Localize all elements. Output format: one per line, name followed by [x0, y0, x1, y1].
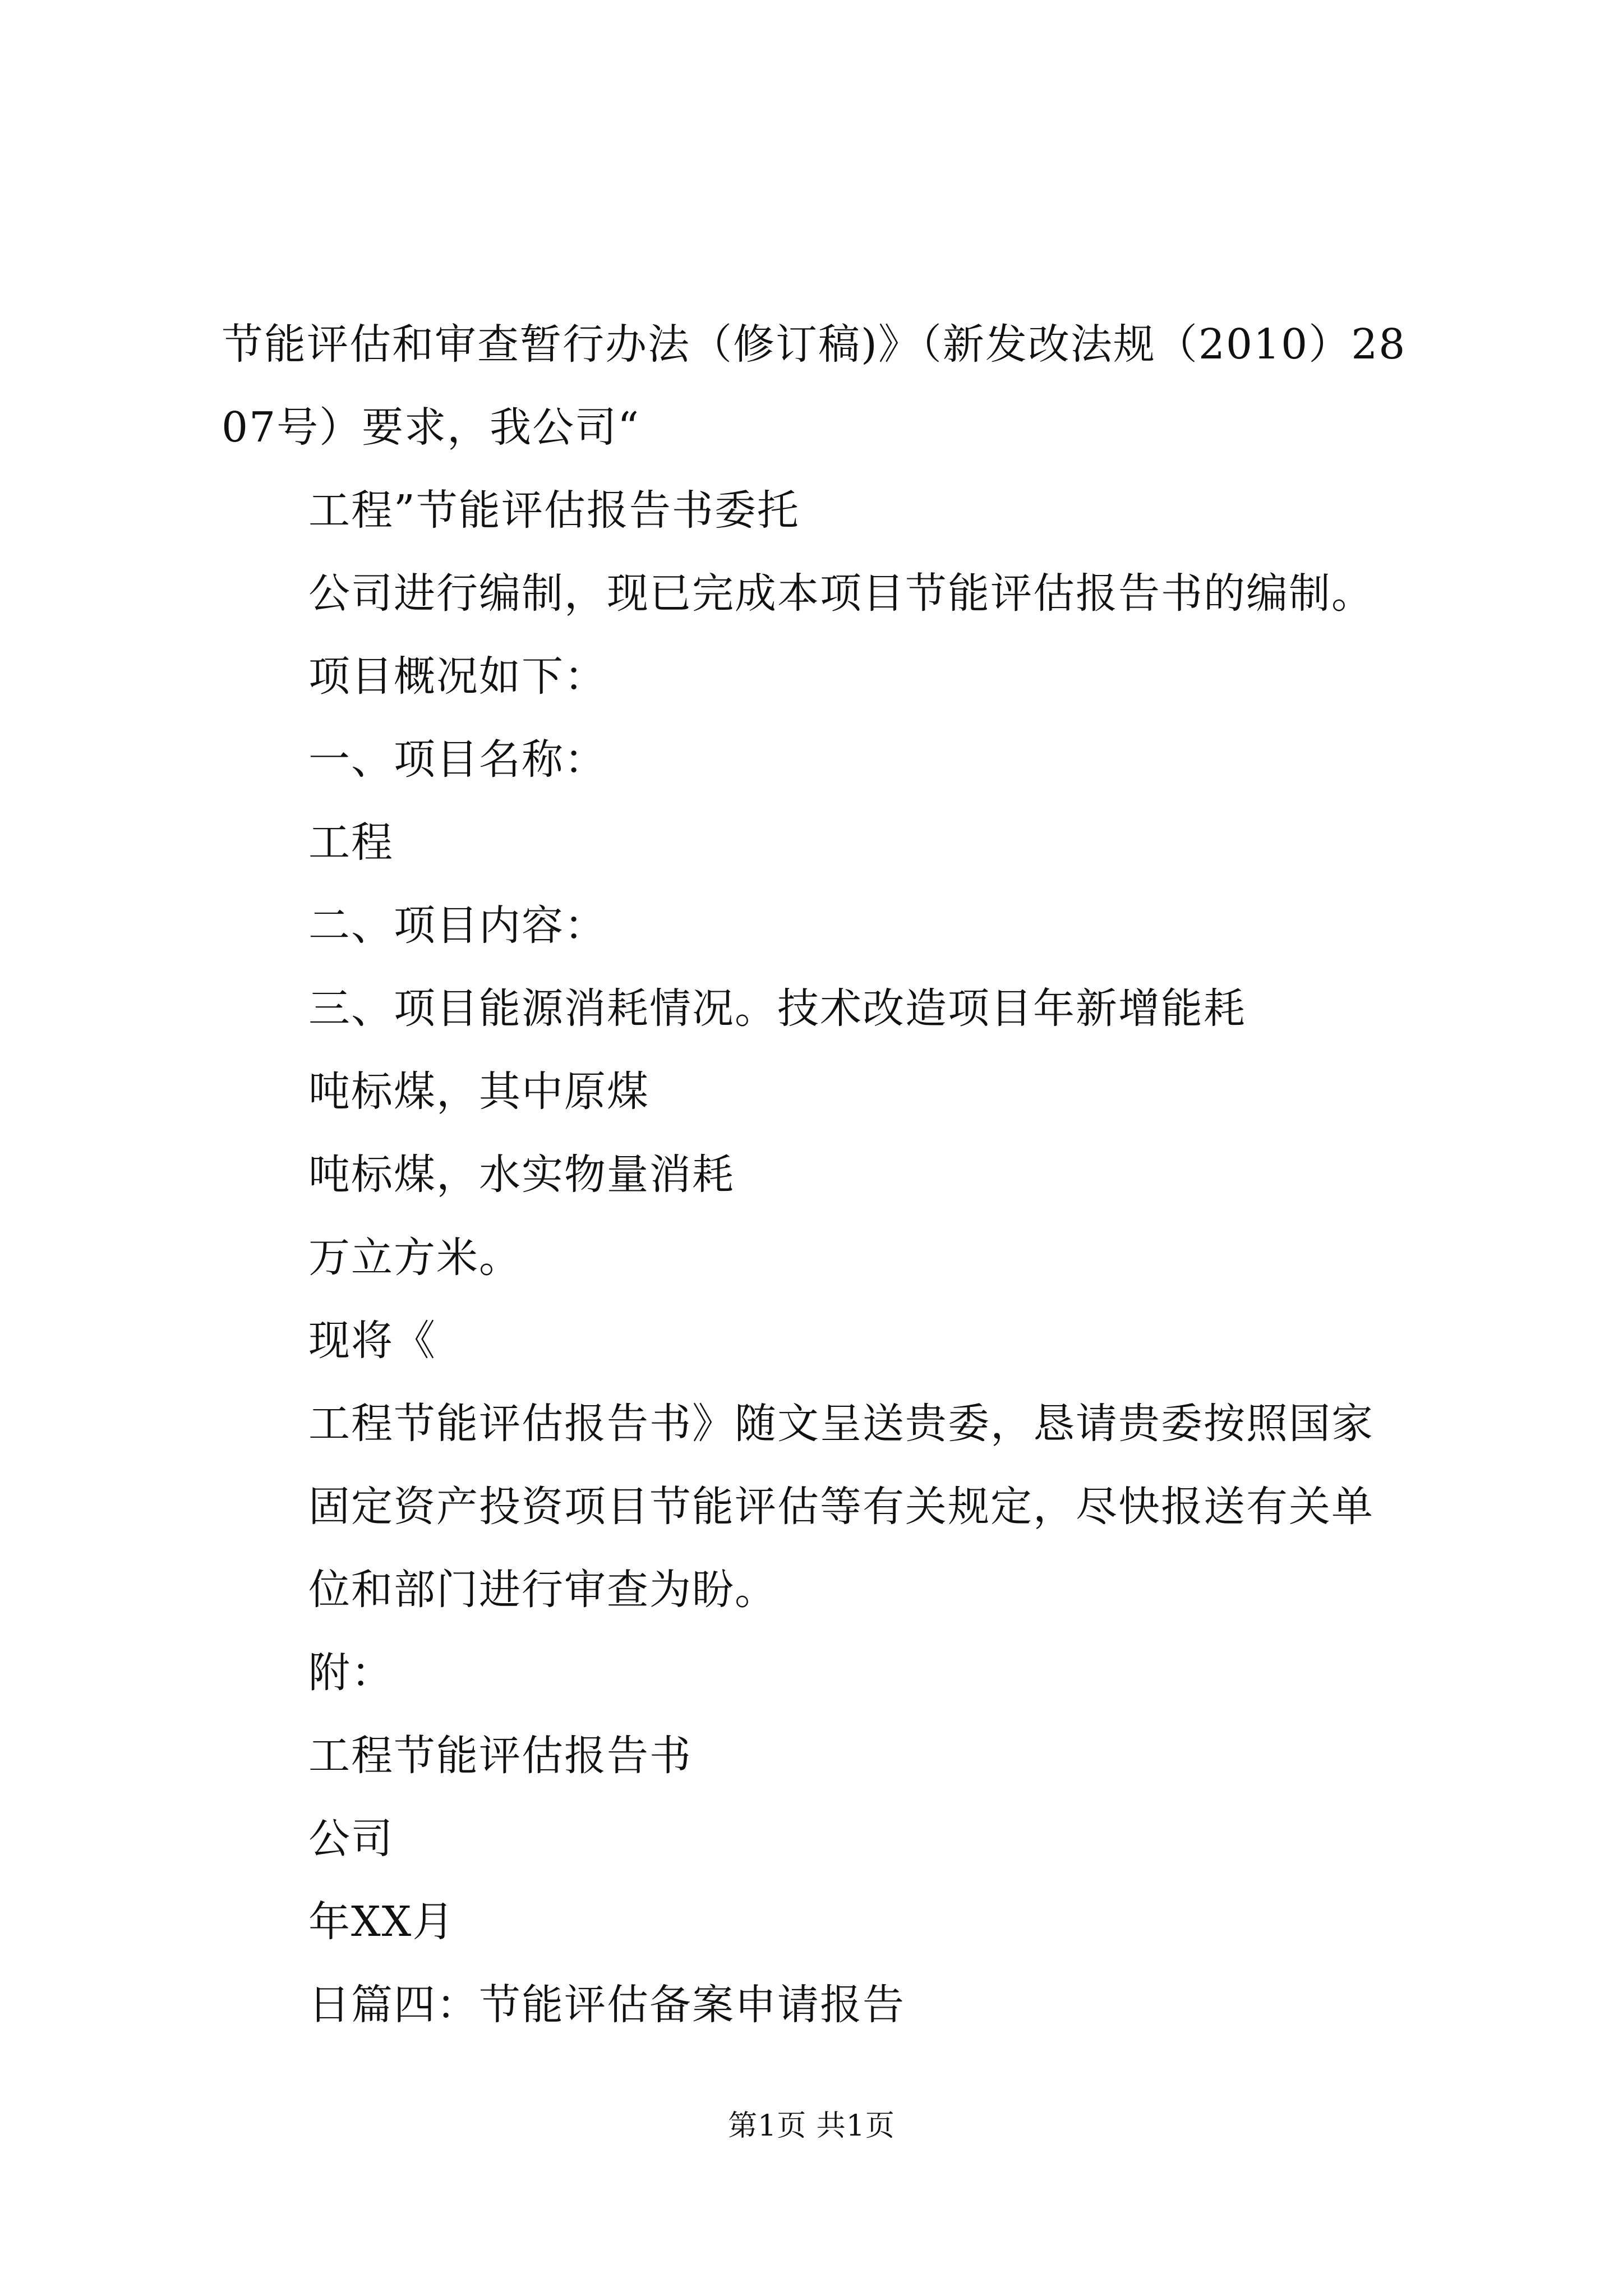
paragraph-cubic-meters: 万立方米。	[308, 1234, 522, 1282]
paragraph-project-name-value: 工程	[308, 818, 394, 867]
paragraph-date-month: 年XX月	[308, 1898, 455, 1946]
document-body	[222, 303, 1416, 2046]
paragraph-overview-intro: 项目概况如下：	[308, 652, 607, 701]
page-footer	[0, 2106, 1623, 2146]
paragraph-chapter-four-heading: 日篇四：节能评估备案申请报告	[308, 1981, 905, 2029]
paragraph-project-commission: 工程”节能评估报告书委托	[308, 486, 800, 535]
page-number-label: 第1页 共1页	[728, 2109, 895, 2143]
paragraph-project-name-heading: 一、项目名称：	[308, 735, 607, 784]
paragraph-water-consumption: 吨标煤，水实物量消耗	[308, 1151, 735, 1199]
paragraph-attachment-title: 工程节能评估报告书	[308, 1732, 692, 1780]
paragraph-submission-intro: 现将《	[308, 1317, 436, 1365]
paragraph-company-signature: 公司	[308, 1815, 394, 1863]
paragraph-regulation-reference: 节能评估和审查暂行办法（修订稿)》（新发改法规（2010）2807号）要求，我公司“	[222, 320, 1407, 452]
paragraph-attachment-label: 附：	[308, 1649, 394, 1697]
paragraph-project-content-heading: 二、项目内容：	[308, 901, 607, 950]
paragraph-compilation-complete: 公司进行编制，现已完成本项目节能评估报告书的编制。	[308, 569, 1374, 618]
paragraph-submission-request: 工程节能评估报告书》随文呈送贵委，恳请贵委按照国家固定资产投资项目节能评估等有关规定，尽快报送有关单位和部门进行审查为盼。	[308, 1400, 1374, 1614]
paragraph-raw-coal: 吨标煤，其中原煤	[308, 1068, 649, 1116]
paragraph-energy-consumption: 三、项目能源消耗情况。技术改造项目年新增能耗	[308, 984, 1246, 1033]
